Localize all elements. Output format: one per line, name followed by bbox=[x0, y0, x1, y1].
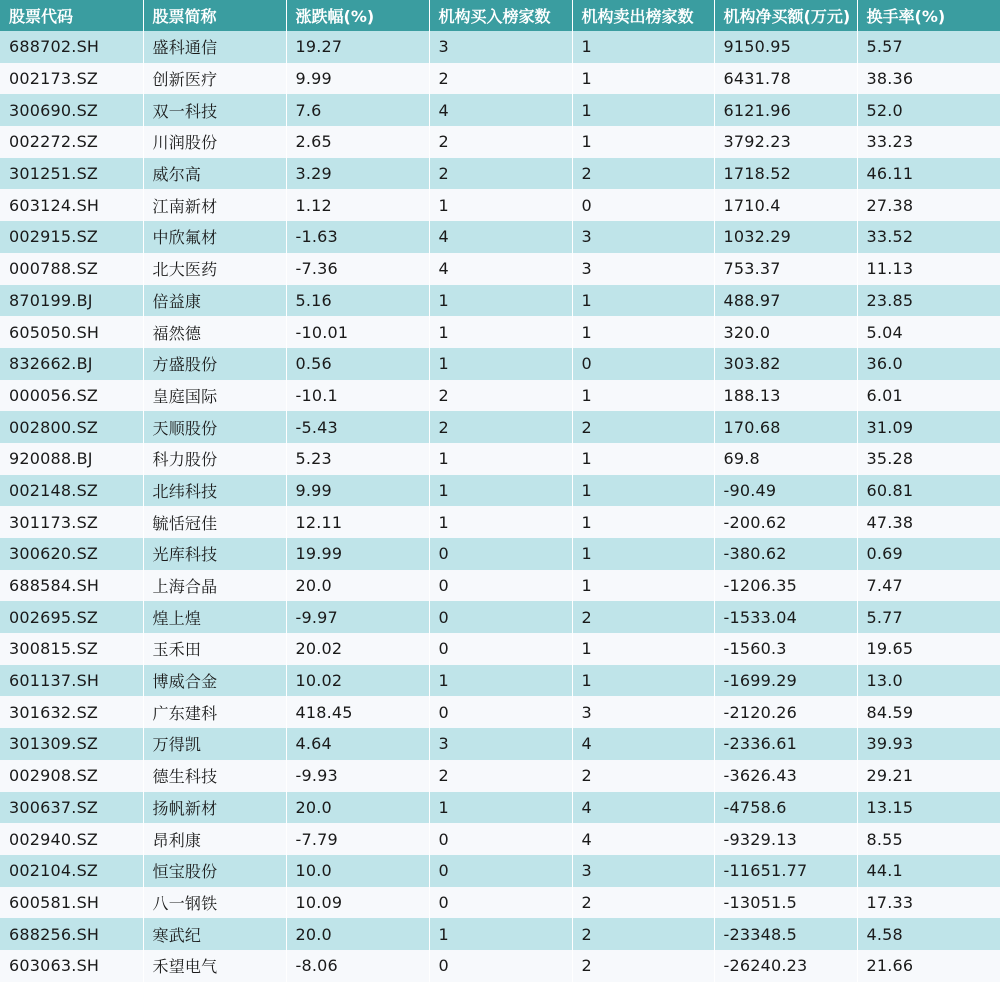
stock-code-cell: 300690.SZ bbox=[0, 94, 143, 126]
stock-code-cell: 002104.SZ bbox=[0, 855, 143, 887]
inst-net-buy-cell: 488.97 bbox=[714, 285, 857, 317]
turnover-rate-cell: 46.11 bbox=[866, 164, 914, 184]
inst-sell-count-cell: 1 bbox=[572, 285, 714, 317]
inst-buy-count-cell: 0 bbox=[429, 823, 572, 855]
inst-net-buy-cell: 188.13 bbox=[714, 380, 857, 412]
inst-buy-count-cell: 2 bbox=[429, 158, 572, 190]
inst-sell-count-cell: 1 bbox=[572, 538, 714, 570]
inst-sell-count-cell: 1 bbox=[572, 665, 714, 697]
change-pct-cell: 19.99 bbox=[286, 538, 429, 570]
change-pct-cell: 19.27 bbox=[286, 31, 429, 63]
change-pct-cell: 5.23 bbox=[286, 443, 429, 475]
inst-sell-count-cell: 1 bbox=[572, 316, 714, 348]
stock-code-cell: 002148.SZ bbox=[0, 475, 143, 507]
inst-net-buy-cell: -9329.13 bbox=[714, 823, 857, 855]
turnover-rate-cell: 47.38 bbox=[866, 512, 914, 532]
stock-code-cell: 301309.SZ bbox=[0, 728, 143, 760]
stock-name-cell: 江南新材 bbox=[143, 189, 286, 221]
turnover-rate-cell: 38.36 bbox=[866, 69, 914, 89]
table-row bbox=[0, 792, 1000, 824]
turnover-rate-cell: 0.69 bbox=[866, 544, 903, 564]
stock-code-cell: 301251.SZ bbox=[0, 158, 143, 190]
change-pct-cell: 418.45 bbox=[286, 696, 429, 728]
column-header-turnover-rate: 换手率(%) bbox=[866, 7, 946, 26]
stock-name-cell: 川润股份 bbox=[143, 126, 286, 158]
inst-sell-count-cell: 1 bbox=[572, 570, 714, 602]
inst-buy-count-cell: 0 bbox=[429, 601, 572, 633]
inst-buy-count-cell: 1 bbox=[429, 792, 572, 824]
stock-name-cell: 煌上煌 bbox=[143, 601, 286, 633]
change-pct-cell: 5.16 bbox=[286, 285, 429, 317]
stock-name-cell: 恒宝股份 bbox=[143, 855, 286, 887]
inst-buy-count-cell: 2 bbox=[429, 380, 572, 412]
stock-code-cell: 002940.SZ bbox=[0, 823, 143, 855]
inst-buy-count-cell: 0 bbox=[429, 950, 572, 982]
stock-name-cell: 八一钢铁 bbox=[143, 887, 286, 919]
table-row bbox=[0, 411, 1000, 443]
turnover-rate-cell: 19.65 bbox=[866, 639, 914, 659]
table-row bbox=[0, 887, 1000, 919]
column-header-stock-name: 股票简称 bbox=[143, 0, 286, 31]
inst-net-buy-cell: -2120.26 bbox=[714, 696, 857, 728]
inst-net-buy-cell: 1718.52 bbox=[714, 158, 857, 190]
column-header-inst-net-buy: 机构净买额(万元) bbox=[714, 0, 857, 31]
inst-net-buy-cell: -1206.35 bbox=[714, 570, 857, 602]
stock-name-cell: 创新医疗 bbox=[143, 63, 286, 95]
inst-net-buy-cell: 69.8 bbox=[714, 443, 857, 475]
inst-sell-count-cell: 2 bbox=[572, 411, 714, 443]
inst-net-buy-cell: -11651.77 bbox=[714, 855, 857, 887]
stock-name-cell: 德生科技 bbox=[143, 760, 286, 792]
stock-code-cell: 000056.SZ bbox=[0, 380, 143, 412]
stock-code-cell: 300620.SZ bbox=[0, 538, 143, 570]
change-pct-cell: -1.63 bbox=[286, 221, 429, 253]
change-pct-cell: 9.99 bbox=[286, 63, 429, 95]
change-pct-cell: 20.0 bbox=[286, 792, 429, 824]
stock-code-cell: 688584.SH bbox=[0, 570, 143, 602]
change-pct-cell: -9.97 bbox=[286, 601, 429, 633]
table-row bbox=[0, 189, 1000, 221]
turnover-rate-cell: 39.93 bbox=[866, 734, 914, 754]
inst-sell-count-cell: 1 bbox=[572, 506, 714, 538]
stock-code-cell: 688702.SH bbox=[0, 31, 143, 63]
inst-sell-count-cell: 2 bbox=[572, 887, 714, 919]
table-row bbox=[0, 221, 1000, 253]
inst-net-buy-cell: 753.37 bbox=[714, 253, 857, 285]
table-body bbox=[0, 31, 1000, 982]
table-row bbox=[0, 633, 1000, 665]
stock-name-cell: 倍益康 bbox=[143, 285, 286, 317]
inst-buy-count-cell: 1 bbox=[429, 285, 572, 317]
turnover-rate-cell: 6.01 bbox=[866, 385, 903, 405]
inst-sell-count-cell: 1 bbox=[572, 94, 714, 126]
table-row bbox=[0, 855, 1000, 887]
stock-name-cell: 北纬科技 bbox=[143, 475, 286, 507]
change-pct-cell: -7.36 bbox=[286, 253, 429, 285]
inst-buy-count-cell: 1 bbox=[429, 475, 572, 507]
table-row bbox=[0, 126, 1000, 158]
change-pct-cell: 3.29 bbox=[286, 158, 429, 190]
stock-code-cell: 002800.SZ bbox=[0, 411, 143, 443]
stock-code-cell: 002173.SZ bbox=[0, 63, 143, 95]
change-pct-cell: -10.1 bbox=[286, 380, 429, 412]
table-row bbox=[0, 94, 1000, 126]
turnover-rate-cell: 84.59 bbox=[866, 702, 914, 722]
turnover-rate-cell: 8.55 bbox=[866, 829, 903, 849]
inst-buy-count-cell: 1 bbox=[429, 189, 572, 221]
turnover-rate-cell: 17.33 bbox=[866, 892, 914, 912]
inst-sell-count-cell: 2 bbox=[572, 950, 714, 982]
stock-code-cell: 870199.BJ bbox=[0, 285, 143, 317]
column-header-stock-code: 股票代码 bbox=[0, 0, 143, 31]
table-row bbox=[0, 380, 1000, 412]
inst-sell-count-cell: 2 bbox=[572, 601, 714, 633]
inst-net-buy-cell: 1032.29 bbox=[714, 221, 857, 253]
inst-buy-count-cell: 2 bbox=[429, 63, 572, 95]
stock-name-cell: 天顺股份 bbox=[143, 411, 286, 443]
stock-name-cell: 光库科技 bbox=[143, 538, 286, 570]
table-row bbox=[0, 506, 1000, 538]
inst-buy-count-cell: 4 bbox=[429, 253, 572, 285]
inst-sell-count-cell: 4 bbox=[572, 823, 714, 855]
stock-name-cell: 广东建科 bbox=[143, 696, 286, 728]
change-pct-cell: 9.99 bbox=[286, 475, 429, 507]
turnover-rate-cell: 23.85 bbox=[866, 290, 914, 310]
turnover-rate-cell: 44.1 bbox=[866, 861, 903, 881]
inst-sell-count-cell: 2 bbox=[572, 760, 714, 792]
table-row bbox=[0, 950, 1000, 982]
inst-net-buy-cell: -13051.5 bbox=[714, 887, 857, 919]
inst-buy-count-cell: 2 bbox=[429, 411, 572, 443]
stock-code-cell: 002695.SZ bbox=[0, 601, 143, 633]
table-row bbox=[0, 285, 1000, 317]
stock-name-cell: 毓恬冠佳 bbox=[143, 506, 286, 538]
inst-net-buy-cell: 1710.4 bbox=[714, 189, 857, 221]
inst-buy-count-cell: 0 bbox=[429, 855, 572, 887]
inst-net-buy-cell: 6431.78 bbox=[714, 63, 857, 95]
turnover-rate-cell: 35.28 bbox=[866, 449, 914, 469]
change-pct-cell: 7.6 bbox=[286, 94, 429, 126]
inst-sell-count-cell: 1 bbox=[572, 126, 714, 158]
stock-name-cell: 福然德 bbox=[143, 316, 286, 348]
table-row bbox=[0, 823, 1000, 855]
stock-name-cell: 中欣氟材 bbox=[143, 221, 286, 253]
change-pct-cell: 0.56 bbox=[286, 348, 429, 380]
inst-buy-count-cell: 0 bbox=[429, 538, 572, 570]
inst-buy-count-cell: 1 bbox=[429, 665, 572, 697]
table-row bbox=[0, 538, 1000, 570]
inst-net-buy-cell: -23348.5 bbox=[714, 918, 857, 950]
change-pct-cell: 10.09 bbox=[286, 887, 429, 919]
inst-sell-count-cell: 3 bbox=[572, 855, 714, 887]
stock-name-cell: 双一科技 bbox=[143, 94, 286, 126]
table-row bbox=[0, 253, 1000, 285]
table-row bbox=[0, 475, 1000, 507]
turnover-rate-cell: 60.81 bbox=[866, 480, 914, 500]
stock-code-cell: 300815.SZ bbox=[0, 633, 143, 665]
inst-buy-count-cell: 1 bbox=[429, 506, 572, 538]
stock-code-cell: 601137.SH bbox=[0, 665, 143, 697]
turnover-rate-cell: 5.57 bbox=[866, 37, 903, 57]
stock-name-cell: 博威合金 bbox=[143, 665, 286, 697]
turnover-rate-cell: 27.38 bbox=[866, 195, 914, 215]
stock-code-cell: 002272.SZ bbox=[0, 126, 143, 158]
stock-code-cell: 600581.SH bbox=[0, 887, 143, 919]
inst-sell-count-cell: 1 bbox=[572, 475, 714, 507]
inst-buy-count-cell: 1 bbox=[429, 918, 572, 950]
stock-code-cell: 300637.SZ bbox=[0, 792, 143, 824]
inst-net-buy-cell: -2336.61 bbox=[714, 728, 857, 760]
inst-sell-count-cell: 2 bbox=[572, 918, 714, 950]
change-pct-cell: -9.93 bbox=[286, 760, 429, 792]
change-pct-cell: 2.65 bbox=[286, 126, 429, 158]
table-row bbox=[0, 316, 1000, 348]
inst-buy-count-cell: 3 bbox=[429, 31, 572, 63]
table-row bbox=[0, 918, 1000, 950]
inst-buy-count-cell: 0 bbox=[429, 887, 572, 919]
inst-net-buy-cell: -1560.3 bbox=[714, 633, 857, 665]
change-pct-cell: 12.11 bbox=[286, 506, 429, 538]
stock-name-cell: 上海合晶 bbox=[143, 570, 286, 602]
turnover-rate-cell: 5.77 bbox=[866, 607, 903, 627]
inst-sell-count-cell: 0 bbox=[572, 189, 714, 221]
turnover-rate-cell: 13.0 bbox=[866, 671, 903, 691]
turnover-rate-cell: 5.04 bbox=[866, 322, 903, 342]
inst-buy-count-cell: 3 bbox=[429, 728, 572, 760]
inst-buy-count-cell: 4 bbox=[429, 221, 572, 253]
inst-sell-count-cell: 1 bbox=[572, 31, 714, 63]
inst-buy-count-cell: 4 bbox=[429, 94, 572, 126]
inst-net-buy-cell: -1533.04 bbox=[714, 601, 857, 633]
turnover-rate-cell: 21.66 bbox=[866, 956, 914, 976]
change-pct-cell: -7.79 bbox=[286, 823, 429, 855]
inst-sell-count-cell: 1 bbox=[572, 380, 714, 412]
table-row bbox=[0, 760, 1000, 792]
table-row bbox=[0, 443, 1000, 475]
turnover-rate-cell: 36.0 bbox=[866, 354, 903, 374]
table-row bbox=[0, 158, 1000, 190]
turnover-rate-cell: 4.58 bbox=[866, 924, 903, 944]
inst-buy-count-cell: 0 bbox=[429, 696, 572, 728]
column-header-inst-sell-count: 机构卖出榜家数 bbox=[572, 0, 714, 31]
turnover-rate-cell: 31.09 bbox=[866, 417, 914, 437]
stock-code-cell: 603124.SH bbox=[0, 189, 143, 221]
stock-name-cell: 昂利康 bbox=[143, 823, 286, 855]
stock-name-cell: 玉禾田 bbox=[143, 633, 286, 665]
inst-net-buy-cell: 6121.96 bbox=[714, 94, 857, 126]
stock-name-cell: 科力股份 bbox=[143, 443, 286, 475]
change-pct-cell: -10.01 bbox=[286, 316, 429, 348]
change-pct-cell: 20.0 bbox=[286, 918, 429, 950]
stock-code-cell: 002915.SZ bbox=[0, 221, 143, 253]
stock-name-cell: 盛科通信 bbox=[143, 31, 286, 63]
inst-buy-count-cell: 0 bbox=[429, 570, 572, 602]
turnover-rate-cell: 52.0 bbox=[866, 100, 903, 120]
inst-buy-count-cell: 1 bbox=[429, 443, 572, 475]
inst-sell-count-cell: 1 bbox=[572, 633, 714, 665]
table-row bbox=[0, 31, 1000, 63]
inst-net-buy-cell: -26240.23 bbox=[714, 950, 857, 982]
inst-net-buy-cell: -1699.29 bbox=[714, 665, 857, 697]
change-pct-cell: -8.06 bbox=[286, 950, 429, 982]
inst-net-buy-cell: 9150.95 bbox=[714, 31, 857, 63]
table-row bbox=[0, 570, 1000, 602]
inst-sell-count-cell: 4 bbox=[572, 728, 714, 760]
stock-name-cell: 禾望电气 bbox=[143, 950, 286, 982]
turnover-rate-cell: 33.52 bbox=[866, 227, 914, 247]
inst-buy-count-cell: 1 bbox=[429, 348, 572, 380]
inst-sell-count-cell: 3 bbox=[572, 696, 714, 728]
table-row bbox=[0, 601, 1000, 633]
inst-sell-count-cell: 1 bbox=[572, 63, 714, 95]
inst-sell-count-cell: 1 bbox=[572, 443, 714, 475]
table-row bbox=[0, 63, 1000, 95]
stock-code-cell: 002908.SZ bbox=[0, 760, 143, 792]
change-pct-cell: 1.12 bbox=[286, 189, 429, 221]
inst-net-buy-cell: -380.62 bbox=[714, 538, 857, 570]
stock-code-cell: 605050.SH bbox=[0, 316, 143, 348]
table-row bbox=[0, 665, 1000, 697]
inst-net-buy-cell: -3626.43 bbox=[714, 760, 857, 792]
table-header bbox=[0, 0, 1000, 31]
stock-name-cell: 北大医药 bbox=[143, 253, 286, 285]
inst-buy-count-cell: 2 bbox=[429, 760, 572, 792]
stock-name-cell: 威尔高 bbox=[143, 158, 286, 190]
table-row bbox=[0, 728, 1000, 760]
inst-net-buy-cell: 170.68 bbox=[714, 411, 857, 443]
table-row bbox=[0, 696, 1000, 728]
inst-net-buy-cell: -4758.6 bbox=[714, 792, 857, 824]
inst-sell-count-cell: 3 bbox=[572, 221, 714, 253]
inst-net-buy-cell: 3792.23 bbox=[714, 126, 857, 158]
inst-sell-count-cell: 2 bbox=[572, 158, 714, 190]
change-pct-cell: 20.0 bbox=[286, 570, 429, 602]
table-row bbox=[0, 348, 1000, 380]
stock-code-cell: 920088.BJ bbox=[0, 443, 143, 475]
change-pct-cell: 10.0 bbox=[286, 855, 429, 887]
stock-code-cell: 603063.SH bbox=[0, 950, 143, 982]
change-pct-cell: 4.64 bbox=[286, 728, 429, 760]
inst-net-buy-cell: -200.62 bbox=[714, 506, 857, 538]
stock-name-cell: 方盛股份 bbox=[143, 348, 286, 380]
header-row bbox=[0, 0, 1000, 31]
inst-sell-count-cell: 0 bbox=[572, 348, 714, 380]
column-header-inst-buy-count: 机构买入榜家数 bbox=[429, 0, 572, 31]
inst-sell-count-cell: 4 bbox=[572, 792, 714, 824]
inst-buy-count-cell: 0 bbox=[429, 633, 572, 665]
stock-code-cell: 301173.SZ bbox=[0, 506, 143, 538]
stock-code-cell: 832662.BJ bbox=[0, 348, 143, 380]
inst-sell-count-cell: 3 bbox=[572, 253, 714, 285]
change-pct-cell: -5.43 bbox=[286, 411, 429, 443]
change-pct-cell: 10.02 bbox=[286, 665, 429, 697]
column-header-change-pct: 涨跌幅(%) bbox=[286, 0, 429, 31]
stock-name-cell: 寒武纪 bbox=[143, 918, 286, 950]
turnover-rate-cell: 13.15 bbox=[866, 797, 914, 817]
stock-code-cell: 301632.SZ bbox=[0, 696, 143, 728]
stock-code-cell: 000788.SZ bbox=[0, 253, 143, 285]
turnover-rate-cell: 7.47 bbox=[866, 576, 903, 596]
stock-name-cell: 皇庭国际 bbox=[143, 380, 286, 412]
inst-net-buy-cell: -90.49 bbox=[714, 475, 857, 507]
inst-buy-count-cell: 1 bbox=[429, 316, 572, 348]
stock-code-cell: 688256.SH bbox=[0, 918, 143, 950]
stock-name-cell: 万得凯 bbox=[143, 728, 286, 760]
inst-buy-count-cell: 2 bbox=[429, 126, 572, 158]
turnover-rate-cell: 29.21 bbox=[866, 766, 914, 786]
turnover-rate-cell: 33.23 bbox=[866, 132, 914, 152]
turnover-rate-cell: 11.13 bbox=[866, 259, 914, 279]
change-pct-cell: 20.02 bbox=[286, 633, 429, 665]
inst-net-buy-cell: 320.0 bbox=[714, 316, 857, 348]
stock-name-cell: 扬帆新材 bbox=[143, 792, 286, 824]
inst-net-buy-cell: 303.82 bbox=[714, 348, 857, 380]
